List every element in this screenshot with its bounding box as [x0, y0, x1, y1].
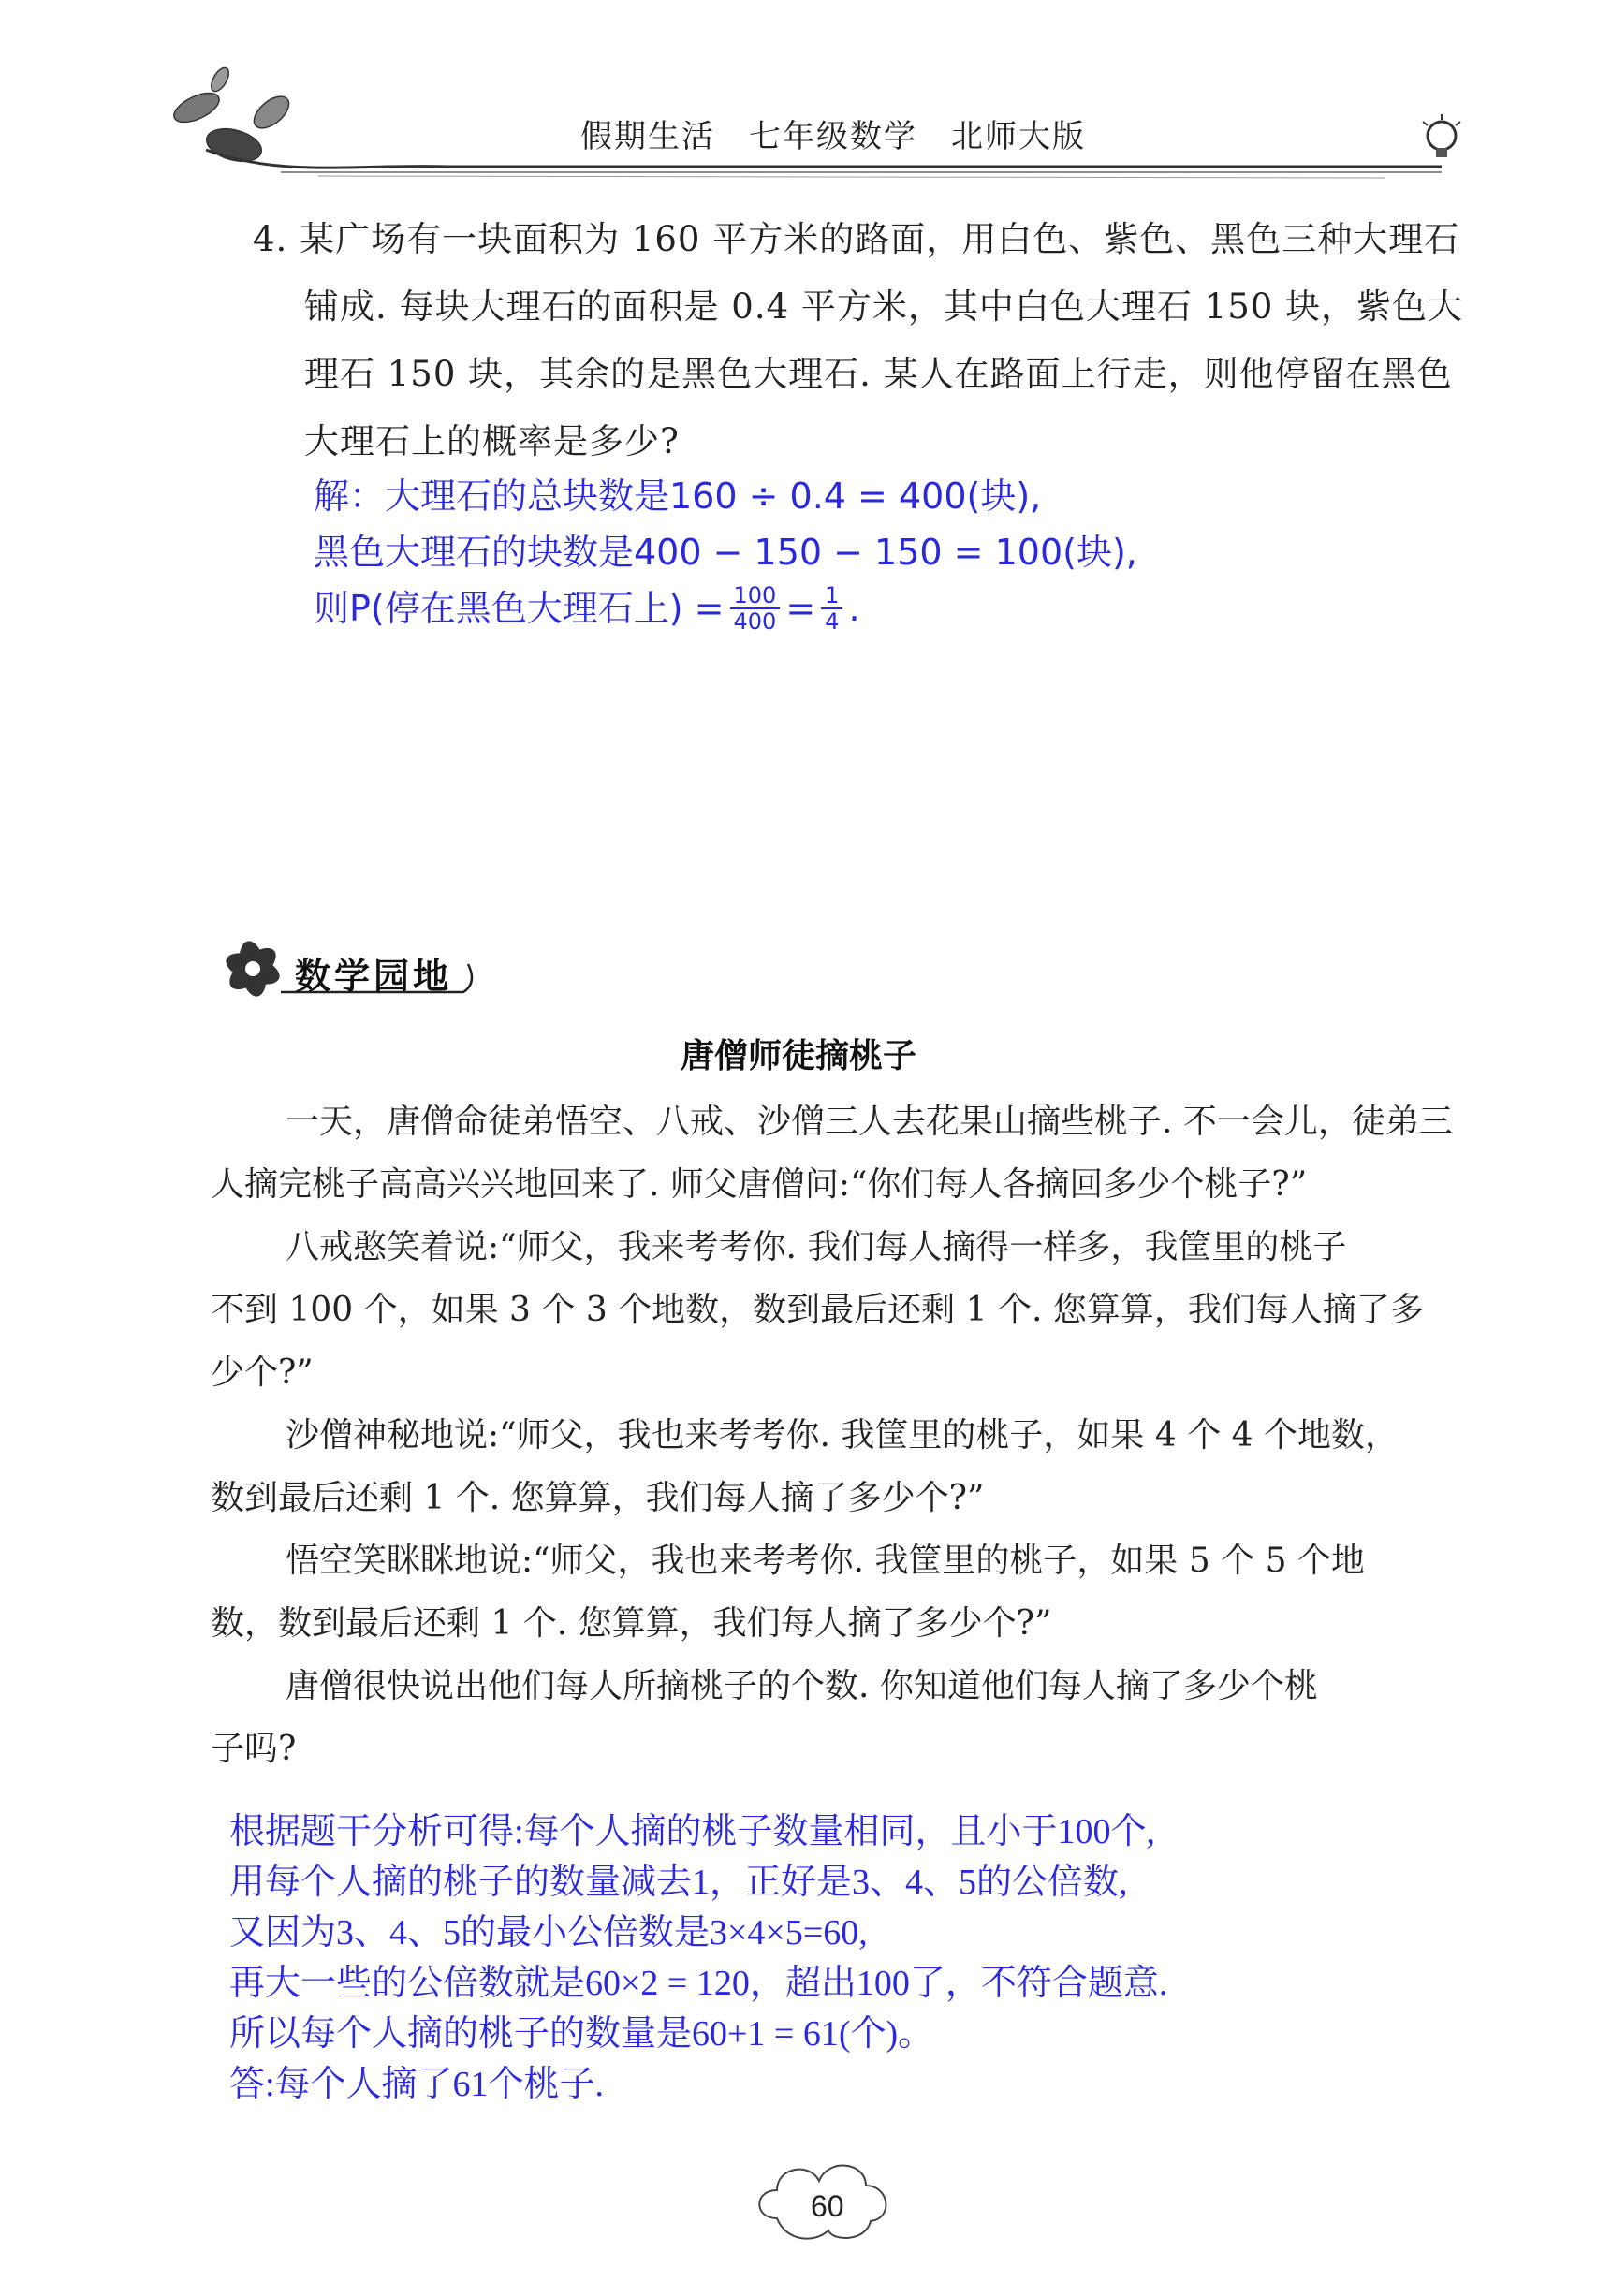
story-paragraph: [211, 1216, 1465, 1279]
story-paragraph: [211, 1655, 1465, 1718]
fraction-numerator: 100: [730, 583, 781, 609]
answer-line: 所以每个人摘的桃子的数量是60+1 = 61(个)。: [229, 2014, 934, 2054]
solution-line: [314, 580, 1137, 636]
story-paragraph: [211, 1279, 1465, 1404]
story-paragraph: [211, 1529, 1465, 1592]
story-line: 数到最后还剩 1 个. 您算算，我们每人摘了多少个?”: [211, 1479, 985, 1517]
question-4-solution: [314, 468, 1137, 636]
story-line: 子吗?: [211, 1730, 297, 1768]
story-line: 悟空笑眯眯地说:“师父，我也来考考你. 我筐里的桃子，如果 5 个 5 个地: [286, 1542, 1366, 1580]
section-header: [211, 927, 482, 1015]
lightbulb-icon: [1414, 112, 1470, 168]
answer-line: 再大一些的公倍数就是60×2 = 120，超出100了，不符合题意.: [229, 1964, 1168, 2003]
story-line: 八戒憨笑着说:“师父，我来考考你. 我们每人摘得一样多，我筐里的桃子: [286, 1228, 1347, 1266]
fraction-denominator: 400: [733, 608, 777, 635]
fraction: [730, 583, 781, 634]
story-line: 数，数到最后还剩 1 个. 您算算，我们每人摘了多少个?”: [211, 1604, 1052, 1643]
fraction: [821, 583, 842, 634]
story-paragraph: [211, 1718, 1465, 1780]
story-line: 沙僧神秘地说:“师父，我也来考考你. 我筐里的桃子，如果 4 个 4 个地数，: [286, 1416, 1399, 1455]
story-paragraph: [211, 1592, 1465, 1655]
story-answer: [229, 1806, 1167, 2110]
question-4-line: 理石 150 块，其余的是黑色大理石. 某人在路面上行走，则他停留在黑色: [304, 354, 1453, 394]
story-line: 一天，唐僧命徒弟悟空、八戒、沙僧三人去花果山摘些桃子. 不一会儿，徒弟三: [286, 1103, 1453, 1141]
period: .: [848, 588, 860, 629]
fraction-numerator: 1: [821, 583, 842, 609]
answer-line: 答:每个人摘了61个桃子.: [229, 2065, 605, 2104]
section-title: 数学园地: [295, 956, 453, 997]
page-number: 60: [811, 2189, 844, 2223]
question-4-line: 铺成. 每块大理石的面积是 0.4 平方米，其中白色大理石 150 块，紫色大: [304, 286, 1464, 327]
story-line: 少个?”: [211, 1353, 314, 1392]
story-body: [211, 1090, 1465, 1780]
answer-line: 又因为3、4、5的最小公倍数是3×4×5=60,: [229, 1913, 868, 1952]
fraction-denominator: 4: [825, 608, 840, 635]
equals-sign: =: [785, 588, 816, 629]
story-title: 唐僧师徒摘桃子: [680, 1037, 916, 1075]
story-line: 人摘完桃子高高兴兴地回来了. 师父唐僧问:“你们每人各摘回多少个桃子?”: [211, 1165, 1308, 1204]
answer-line: 用每个人摘的桃子的数量减去1，正好是3、4、5的公倍数,: [229, 1863, 1128, 1902]
answer-line: 根据题干分析可得:每个人摘的桃子数量相同，且小于100个,: [229, 1812, 1156, 1851]
story-line: 不到 100 个，如果 3 个 3 个地数，数到最后还剩 1 个. 您算算，我们每人摘了多: [211, 1291, 1424, 1329]
solution-line: 解：大理石的总块数是160 ÷ 0.4 = 400(块),: [314, 475, 1042, 517]
question-4-line: 4. 某广场有一块面积为 160 平方米的路面，用白色、紫色、黑色三种大理石: [253, 219, 1460, 259]
solution-prefix: 则P(停在黑色大理石上) =: [314, 588, 725, 629]
story-line: 唐僧很快说出他们每人所摘桃子的个数. 你知道他们每人摘了多少个桃: [286, 1667, 1318, 1705]
page-number-badge: [749, 2148, 899, 2255]
story-paragraph: [211, 1404, 1465, 1467]
story-paragraph: [211, 1153, 1465, 1216]
page-header-title: 假期生活 七年级数学 北师大版: [580, 118, 1086, 155]
question-4-line: 大理石上的概率是多少?: [304, 421, 680, 461]
question-4: [253, 206, 1470, 475]
story-paragraph: [211, 1467, 1465, 1529]
solution-line: 黑色大理石的块数是400 − 150 − 150 = 100(块),: [314, 532, 1137, 573]
story-paragraph: [211, 1090, 1465, 1153]
